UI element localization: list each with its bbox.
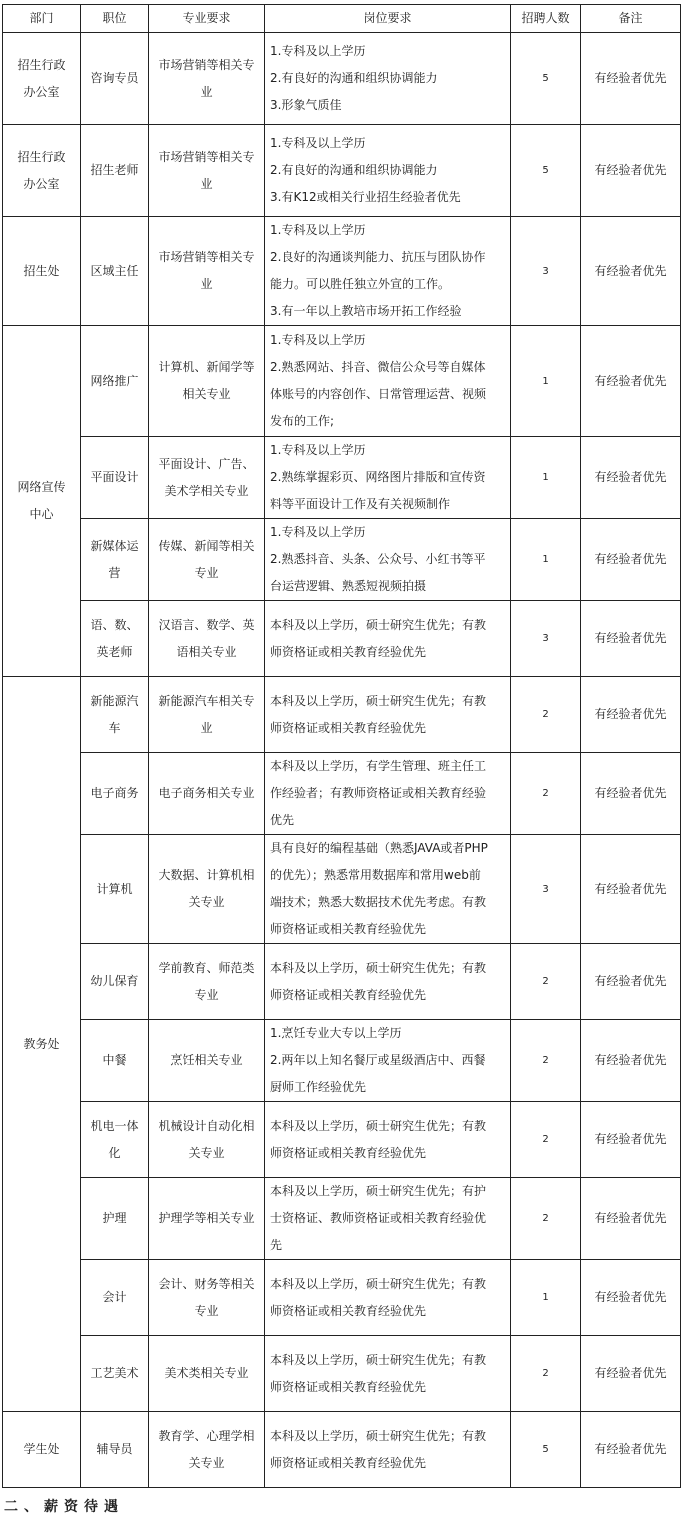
position-cell-line: 新能源汽	[90, 693, 139, 708]
count-cell: 1	[511, 1260, 581, 1336]
major-cell-line: 市场营销等相关专	[158, 250, 255, 264]
requirements-cell-line: 具有良好的编程基础（熟悉JAVA或者PHP	[270, 841, 488, 855]
requirements-cell	[265, 835, 511, 944]
major-cell-line: 专业	[194, 565, 219, 580]
major-cell-line: 关专业	[188, 1145, 225, 1160]
requirements-cell-line: 厨师工作经验优先	[270, 1080, 367, 1094]
requirements-cell-line: 能力。可以胜任独立外宣的工作。	[270, 277, 451, 291]
requirements-cell-line: 1.烹饪专业大专以上学历	[270, 1026, 402, 1040]
dept-cell	[3, 125, 81, 217]
requirements-cell-line: 发布的工作;	[270, 414, 335, 428]
dept-cell-line: 学生处	[23, 1442, 60, 1456]
requirements-cell-line: 1.专科及以上学历	[270, 443, 366, 457]
position-cell	[81, 33, 149, 125]
header-note: 备注	[581, 5, 681, 33]
count-cell: 2	[511, 944, 581, 1020]
requirements-cell-line: 士资格证、教师资格证或相关教育经验优	[270, 1211, 487, 1225]
major-cell-line: 大数据、计算机相	[158, 868, 255, 882]
major-cell	[149, 326, 265, 437]
position-cell-line: 电子商务	[90, 786, 139, 800]
header-major: 专业要求	[149, 5, 265, 33]
table-row	[3, 944, 681, 1020]
position-cell	[81, 677, 149, 753]
position-cell-line: 护理	[102, 1211, 127, 1225]
section-heading: 二、薪资待遇	[4, 1499, 124, 1515]
requirements-cell-line: 1.专科及以上学历	[270, 333, 366, 347]
requirements-cell-line: 2.熟练掌握彩页、网络图片排版和宣传资	[270, 470, 486, 484]
requirements-cell	[265, 944, 511, 1020]
major-cell-line: 会计、财务等相关	[158, 1276, 255, 1291]
requirements-cell-line: 本科及以上学历，硕士研究生优先；有教	[270, 1276, 487, 1291]
requirements-cell-line: 端技术；熟悉大数据技术优先考虑。有教	[270, 895, 487, 909]
table-row	[3, 217, 681, 326]
major-cell	[149, 125, 265, 217]
requirements-cell	[265, 601, 511, 677]
count-cell: 2	[511, 677, 581, 753]
requirements-cell-line: 2.熟悉网站、抖音、微信公众号等自媒体	[270, 360, 486, 374]
major-cell	[149, 33, 265, 125]
count-cell: 2	[511, 1020, 581, 1102]
position-cell-line: 平面设计	[90, 470, 139, 484]
dept-cell-line: 招生行政	[17, 57, 66, 72]
major-cell-line: 计算机、新闻学等	[158, 360, 255, 374]
major-cell-line: 美术学相关专业	[164, 483, 249, 498]
requirements-cell-line: 先	[270, 1238, 283, 1252]
table-row	[3, 1336, 681, 1412]
table-row	[3, 519, 681, 601]
header-count: 招聘人数	[511, 5, 581, 33]
requirements-cell	[265, 1102, 511, 1178]
count-cell: 1	[511, 519, 581, 601]
requirements-cell	[265, 1020, 511, 1102]
requirements-cell	[265, 519, 511, 601]
major-cell	[149, 1178, 265, 1260]
table-row	[3, 326, 681, 437]
requirements-cell-line: 师资格证或相关教育经验优先	[270, 1455, 427, 1470]
position-cell	[81, 326, 149, 437]
position-cell	[81, 1260, 149, 1336]
header-position: 职位	[81, 5, 149, 33]
dept-cell-line: 招生处	[23, 263, 60, 278]
position-cell	[81, 1178, 149, 1260]
table-row	[3, 601, 681, 677]
count-cell: 5	[511, 1412, 581, 1488]
table-row	[3, 1102, 681, 1178]
count-cell: 2	[511, 1102, 581, 1178]
requirements-cell-line: 本科及以上学历，硕士研究生优先；有教	[270, 1428, 487, 1443]
position-cell-line: 营	[108, 565, 121, 580]
requirements-cell	[265, 217, 511, 326]
dept-cell-line: 中心	[29, 507, 54, 521]
major-cell-line: 传媒、新闻等相关	[158, 538, 255, 553]
count-cell: 3	[511, 601, 581, 677]
major-cell-line: 专业	[194, 987, 219, 1002]
table-row	[3, 1412, 681, 1488]
note-cell: 有经验者优先	[581, 835, 681, 944]
requirements-cell-line: 师资格证或相关教育经验优先	[270, 1145, 427, 1160]
major-cell	[149, 1260, 265, 1336]
table-row	[3, 835, 681, 944]
position-cell	[81, 519, 149, 601]
position-cell	[81, 217, 149, 326]
major-cell	[149, 519, 265, 601]
position-cell-line: 英老师	[96, 644, 133, 659]
requirements-cell-line: 师资格证或相关教育经验优先	[270, 1303, 427, 1318]
requirements-cell-line: 的优先）；熟悉常用数据库和常用web前	[270, 868, 481, 882]
position-cell	[81, 944, 149, 1020]
dept-cell-line: 办公室	[23, 84, 60, 99]
requirements-cell-line: 本科及以上学历，硕士研究生优先；有教	[270, 693, 487, 708]
requirements-cell-line: 2.有良好的沟通和组织协调能力	[270, 71, 438, 85]
note-cell: 有经验者优先	[581, 1178, 681, 1260]
requirements-cell-line: 2.有良好的沟通和组织协调能力	[270, 163, 438, 177]
major-cell	[149, 1336, 265, 1412]
major-cell-line: 美术类相关专业	[164, 1366, 249, 1380]
major-cell-line: 语相关专业	[176, 644, 237, 659]
major-cell-line: 机械设计自动化相	[158, 1118, 255, 1133]
dept-cell	[3, 33, 81, 125]
major-cell-line: 关专业	[188, 1455, 225, 1470]
dept-cell	[3, 217, 81, 326]
requirements-cell-line: 优先	[270, 813, 295, 827]
position-cell-line: 网络推广	[90, 373, 139, 388]
position-cell-line: 车	[108, 720, 121, 735]
requirements-cell-line: 师资格证或相关教育经验优先	[270, 644, 427, 659]
count-cell: 2	[511, 753, 581, 835]
major-cell	[149, 835, 265, 944]
requirements-cell	[265, 1412, 511, 1488]
note-cell: 有经验者优先	[581, 1412, 681, 1488]
major-cell-line: 烹饪相关专业	[170, 1053, 243, 1067]
requirements-cell-line: 1.专科及以上学历	[270, 136, 366, 150]
note-cell: 有经验者优先	[581, 944, 681, 1020]
requirements-cell-line: 台运营逻辑、熟悉短视频拍摄	[270, 579, 427, 593]
dept-cell-line: 网络宣传	[17, 480, 66, 494]
dept-cell-line: 招生行政	[17, 149, 66, 164]
major-cell-line: 专业	[194, 1303, 219, 1318]
requirements-cell-line: 师资格证或相关教育经验优先	[270, 1379, 427, 1394]
position-cell	[81, 753, 149, 835]
requirements-cell-line: 3.有K12或相关行业招生经验者优先	[270, 190, 461, 204]
requirements-cell-line: 本科及以上学历，硕士研究生优先；有教	[270, 1352, 487, 1367]
position-cell	[81, 601, 149, 677]
major-cell-line: 业	[200, 84, 213, 99]
requirements-cell-line: 本科及以上学历，硕士研究生优先；有教	[270, 617, 487, 632]
header-row	[3, 5, 681, 33]
requirements-cell-line: 3.有一年以上教培市场开拓工作经验	[270, 304, 462, 318]
header-dept: 部门	[3, 5, 81, 33]
position-cell	[81, 1102, 149, 1178]
major-cell-line: 教育学、心理学相	[158, 1428, 255, 1443]
major-cell-line: 汉语言、数学、英	[158, 617, 255, 632]
requirements-cell-line: 1.专科及以上学历	[270, 44, 366, 58]
requirements-cell-line: 1.专科及以上学历	[270, 525, 366, 539]
position-cell-line: 幼儿保育	[90, 974, 139, 988]
major-cell-line: 业	[200, 720, 213, 735]
count-cell: 5	[511, 125, 581, 217]
position-cell-line: 中餐	[102, 1053, 127, 1067]
major-cell-line: 市场营销等相关专	[158, 57, 255, 72]
header-requirements: 岗位要求	[265, 5, 511, 33]
requirements-cell-line: 2.良好的沟通谈判能力、抗压与团队协作	[270, 250, 486, 264]
note-cell: 有经验者优先	[581, 326, 681, 437]
requirements-cell	[265, 1336, 511, 1412]
position-cell	[81, 125, 149, 217]
major-cell-line: 市场营销等相关专	[158, 149, 255, 164]
requirements-cell-line: 本科及以上学历，硕士研究生优先；有教	[270, 960, 487, 975]
position-cell-line: 语、数、	[90, 617, 139, 632]
major-cell-line: 相关专业	[182, 387, 231, 401]
position-cell-line: 会计	[102, 1290, 127, 1304]
dept-cell-line: 教务处	[23, 1036, 60, 1051]
requirements-cell-line: 3.形象气质佳	[270, 98, 342, 112]
position-cell-line: 化	[108, 1145, 121, 1160]
requirements-cell-line: 1.专科及以上学历	[270, 223, 366, 237]
position-cell-line: 招生老师	[90, 163, 139, 177]
position-cell-line: 区域主任	[90, 263, 139, 278]
count-cell: 3	[511, 835, 581, 944]
requirements-cell-line: 本科及以上学历，硕士研究生优先；有教	[270, 1118, 487, 1133]
note-cell: 有经验者优先	[581, 1102, 681, 1178]
position-cell-line: 计算机	[96, 881, 133, 896]
dept-cell	[3, 677, 81, 1412]
position-cell	[81, 1412, 149, 1488]
dept-cell-line: 办公室	[23, 176, 60, 191]
major-cell-line: 关专业	[188, 895, 225, 909]
table-row	[3, 753, 681, 835]
requirements-cell	[265, 1178, 511, 1260]
major-cell-line: 学前教育、师范类	[158, 960, 255, 975]
position-cell-line: 咨询专员	[90, 71, 139, 85]
major-cell	[149, 753, 265, 835]
requirements-cell-line: 2.两年以上知名餐厅或星级酒店中、西餐	[270, 1053, 486, 1067]
major-cell-line: 平面设计、广告、	[158, 456, 255, 471]
requirements-cell-line: 师资格证或相关教育经验优先	[270, 987, 427, 1002]
requirements-cell-line: 师资格证或相关教育经验优先	[270, 720, 427, 735]
note-cell: 有经验者优先	[581, 125, 681, 217]
requirements-cell	[265, 125, 511, 217]
position-cell	[81, 1020, 149, 1102]
position-cell-line: 工艺美术	[90, 1366, 139, 1380]
count-cell: 2	[511, 1336, 581, 1412]
requirements-cell-line: 作经验者；有教师资格证或相关教育经验	[270, 786, 487, 800]
major-cell	[149, 1020, 265, 1102]
count-cell: 2	[511, 1178, 581, 1260]
dept-cell	[3, 1412, 81, 1488]
major-cell	[149, 1102, 265, 1178]
requirements-cell	[265, 753, 511, 835]
requirements-cell-line: 体账号的内容创作、日常管理运营、视频	[270, 387, 487, 401]
dept-cell	[3, 326, 81, 677]
position-cell-line: 新媒体运	[90, 538, 139, 553]
note-cell: 有经验者优先	[581, 601, 681, 677]
note-cell: 有经验者优先	[581, 1336, 681, 1412]
major-cell	[149, 944, 265, 1020]
position-cell-line: 机电一体	[90, 1118, 139, 1133]
requirements-cell	[265, 33, 511, 125]
note-cell: 有经验者优先	[581, 677, 681, 753]
recruitment-table	[2, 4, 681, 1488]
major-cell	[149, 677, 265, 753]
major-cell-line: 电子商务相关专业	[158, 786, 255, 800]
major-cell	[149, 1412, 265, 1488]
count-cell: 5	[511, 33, 581, 125]
major-cell-line: 新能源汽车相关专	[158, 693, 255, 708]
table-row	[3, 33, 681, 125]
count-cell: 3	[511, 217, 581, 326]
table-row	[3, 437, 681, 519]
requirements-cell	[265, 437, 511, 519]
requirements-cell	[265, 1260, 511, 1336]
major-cell	[149, 217, 265, 326]
requirements-cell	[265, 677, 511, 753]
table-row	[3, 1178, 681, 1260]
table-row	[3, 125, 681, 217]
major-cell-line: 业	[200, 277, 213, 291]
position-cell	[81, 437, 149, 519]
note-cell: 有经验者优先	[581, 519, 681, 601]
note-cell: 有经验者优先	[581, 437, 681, 519]
major-cell	[149, 437, 265, 519]
requirements-cell	[265, 326, 511, 437]
note-cell: 有经验者优先	[581, 1020, 681, 1102]
requirements-cell-line: 2.熟悉抖音、头条、公众号、小红书等平	[270, 552, 486, 566]
table-row	[3, 677, 681, 753]
major-cell-line: 业	[200, 176, 213, 191]
count-cell: 1	[511, 326, 581, 437]
position-cell-line: 辅导员	[96, 1442, 133, 1456]
requirements-cell-line: 料等平面设计工作及有关视频制作	[270, 497, 451, 511]
major-cell	[149, 601, 265, 677]
major-cell-line: 护理学等相关专业	[158, 1211, 255, 1225]
table-row	[3, 1260, 681, 1336]
requirements-cell-line: 本科及以上学历，有学生管理、班主任工	[270, 759, 487, 773]
note-cell: 有经验者优先	[581, 753, 681, 835]
requirements-cell-line: 师资格证或相关教育经验优先	[270, 922, 427, 936]
note-cell: 有经验者优先	[581, 217, 681, 326]
position-cell	[81, 835, 149, 944]
note-cell: 有经验者优先	[581, 1260, 681, 1336]
count-cell: 1	[511, 437, 581, 519]
note-cell: 有经验者优先	[581, 33, 681, 125]
requirements-cell-line: 本科及以上学历，硕士研究生优先；有护	[270, 1184, 487, 1198]
position-cell	[81, 1336, 149, 1412]
table-row	[3, 1020, 681, 1102]
